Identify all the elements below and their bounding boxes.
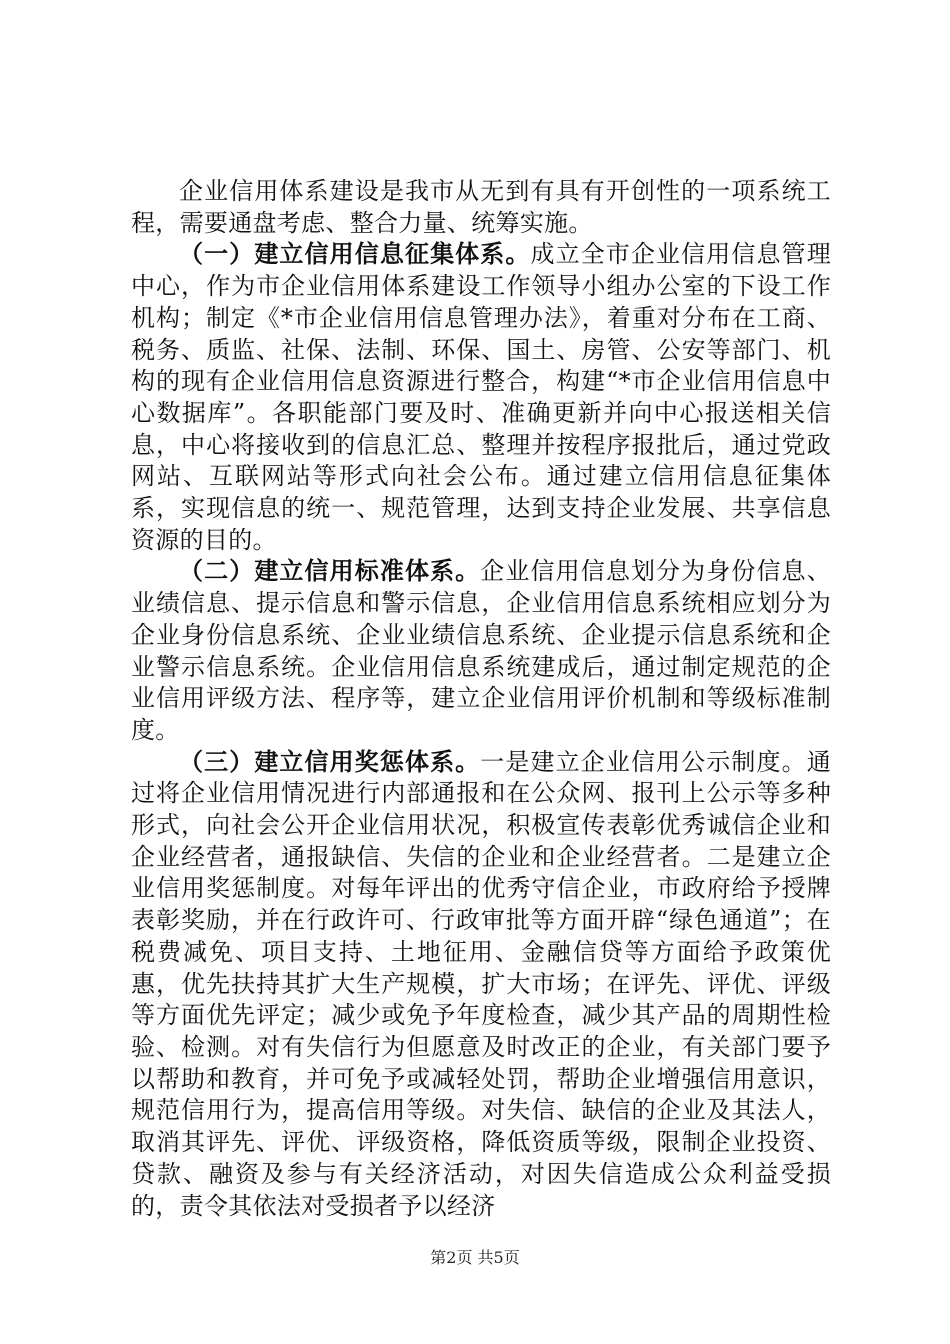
section-1-text: 成立全市企业信用信息管理中心，作为市企业信用体系建设工作领导小组办公室的下设工作机构；制定《*市企业信用信息管理办法》，着重对分布在工商、税务、质监、社保、法制、环保、国土、房管、公安等部门、机构的现有企业信用信息资源进行整合，构建“*市企业信用信息中心数据库”。各职能部门要及时、准确更新并向中心报送相关信息，中心将接收到的信息汇总、整理并按程序报批后，通过党政网站、互联网站等形式向社会公布。通过建立信用信息征集体系，实现信息的统一、规范管理，达到支持企业发展、共享信息资源的目的。 <box>131 240 831 554</box>
document-body <box>131 176 831 1222</box>
page-number-label: 第2页 共5页 <box>430 1248 520 1267</box>
paragraph-section-2 <box>131 556 831 746</box>
paragraph-intro-text: 企业信用体系建设是我市从无到有具有开创性的一项系统工程，需要通盘考虑、整合力量、统筹实施。 <box>131 177 831 237</box>
section-2-heading: （二）建立信用标准体系。 <box>179 557 481 586</box>
section-3-heading: （三）建立信用奖惩体系。 <box>179 747 481 776</box>
paragraph-section-3 <box>131 747 831 1223</box>
section-3-text: 一是建立企业信用公示制度。通过将企业信用情况进行内部通报和在公众网、报刊上公示等多种形式，向社会公开企业信用状况，积极宣传表彰优秀诚信企业和企业经营者，通报缺信、失信的企业和企业经营者。二是建立企业信用奖惩制度。对每年评出的优秀守信企业，市政府给予授牌表彰奖励，并在行政许可、行政审批等方面开辟“绿色通道”；在税费减免、项目支持、土地征用、金融信贷等方面给予政策优惠，优先扶持其扩大生产规模，扩大市场；在评先、评优、评级等方面优先评定；减少或免予年度检查，减少其产品的周期性检验、检测。对有失信行为但愿意及时改正的企业，有关部门要予以帮助和教育，并可免予或减轻处罚，帮助企业增强信用意识，规范信用行为，提高信用等级。对失信、缺信的企业及其法人，取消其评先、评优、评级资格，降低资质等级，限制企业投资、贷款、融资及参与有关经济活动，对因失信造成公众利益受损的，责令其依法对受损者予以经济 <box>131 747 831 1220</box>
paragraph-section-1 <box>131 239 831 556</box>
section-1-heading: （一）建立信用信息征集体系。 <box>179 240 531 269</box>
page-footer <box>0 1245 950 1268</box>
paragraph-intro <box>131 176 831 239</box>
section-2-text: 企业信用信息划分为身份信息、业绩信息、提示信息和警示信息，企业信用信息系统相应划分为企业身份信息系统、企业业绩信息系统、企业提示信息系统和企业警示信息系统。企业信用信息系统建成后，通过制定规范的企业信用评级方法、程序等，建立企业信用评价机制和等级标准制度。 <box>131 557 831 744</box>
